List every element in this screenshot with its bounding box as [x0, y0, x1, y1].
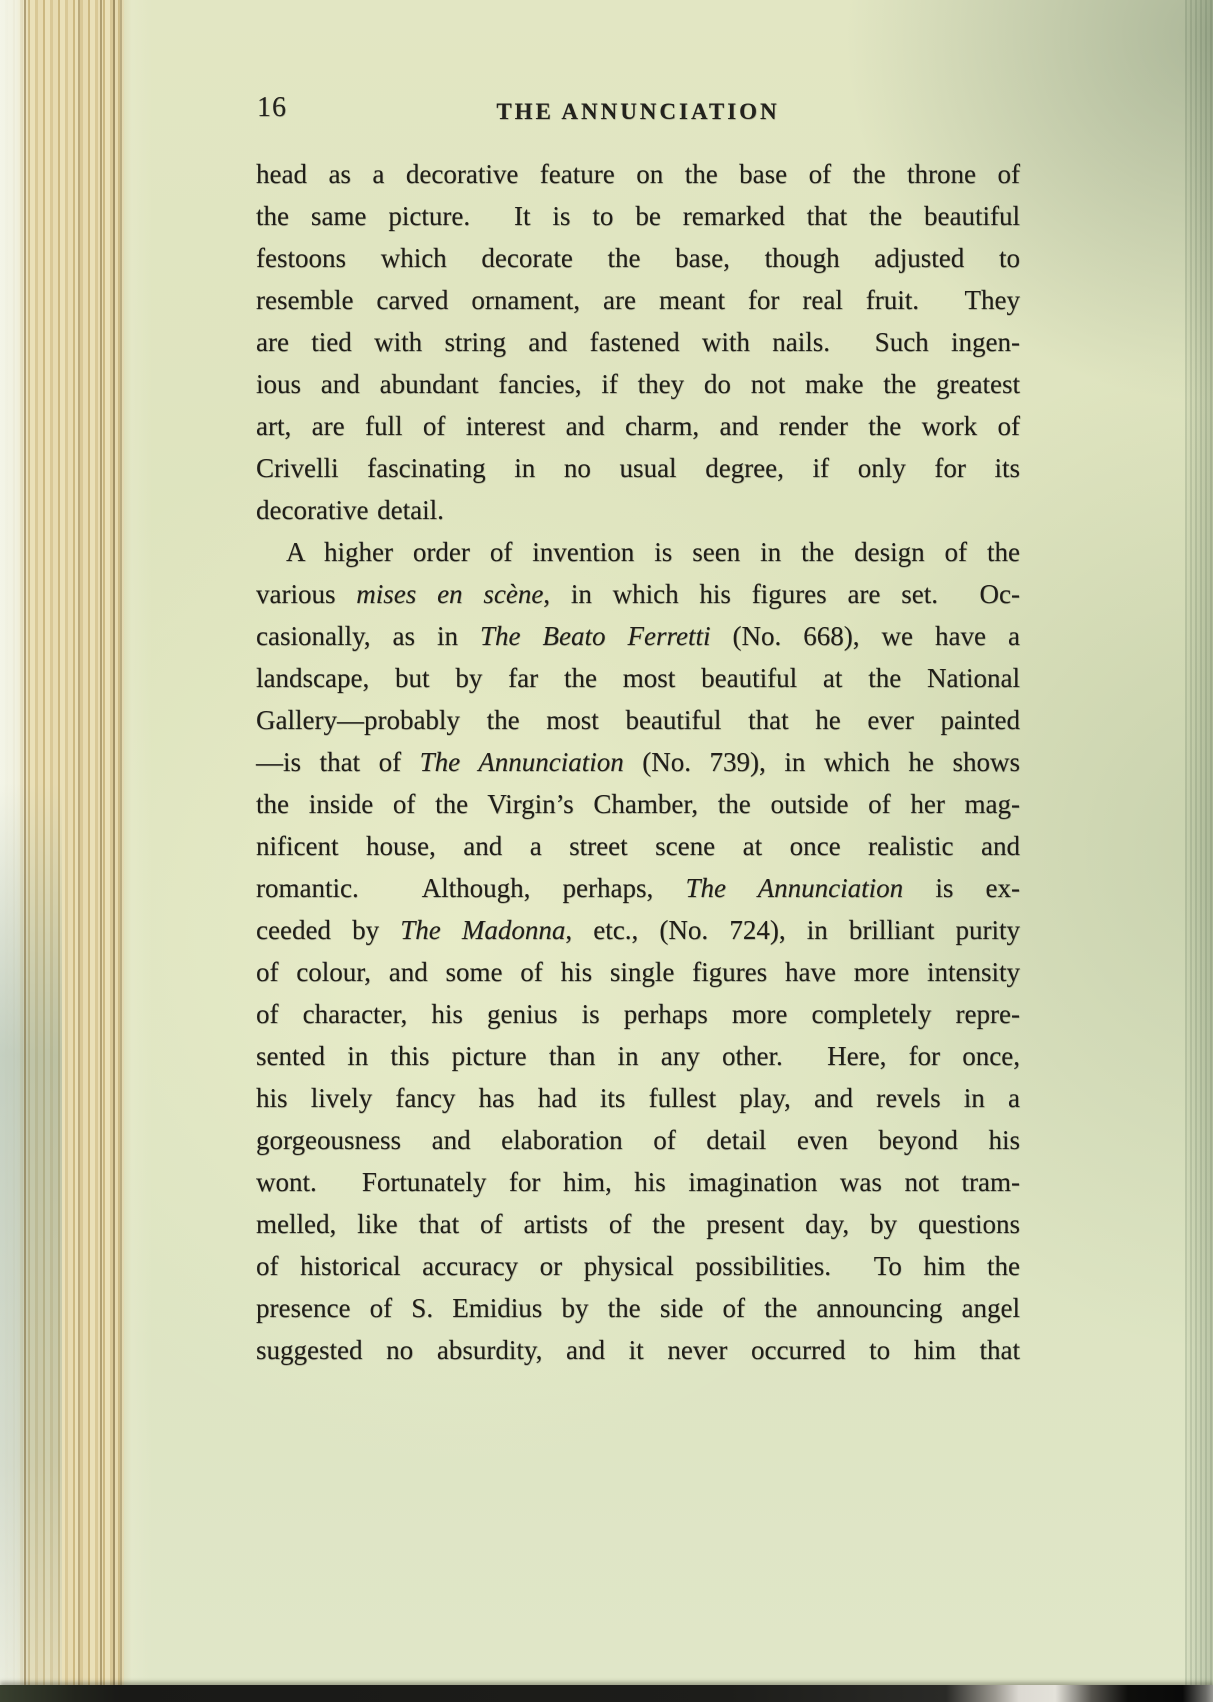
text-line: ceeded by The Madonna, etc., (No. 724), in brilliant purity	[256, 915, 1021, 945]
text-line: resemble carved ornament, are meant for real fruit. They	[256, 285, 1020, 315]
text-line: wont. Fortunately for him, his imagination was not tram-	[256, 1167, 1020, 1197]
text-line: Crivelli fascinating in no usual degree, if only for its	[256, 453, 1020, 483]
text-line: of historical accuracy or physical possibilities. To him the	[256, 1251, 1020, 1281]
text-line: melled, like that of artists of the present day, by questions	[256, 1209, 1020, 1239]
text-line: gorgeousness and elaboration of detail even beyond his	[256, 1125, 1020, 1155]
page-edge-shading	[0, 0, 62, 1702]
text-line: Gallery—probably the most beautiful that he ever painted	[256, 705, 1020, 735]
text-line: art, are full of interest and charm, and render the work of	[256, 411, 1020, 441]
text-line: nificent house, and a street scene at once realistic and	[256, 831, 1020, 861]
text-line: festoons which decorate the base, though adjusted to	[256, 243, 1020, 273]
book-page-edges	[0, 0, 124, 1702]
text-line: head as a decorative feature on the base of the throne of	[256, 159, 1020, 189]
text-line: presence of S. Emidius by the side of the announcing angel	[256, 1293, 1020, 1323]
text-line: the same picture. It is to be remarked that the beautiful	[256, 201, 1020, 231]
text-line: decorative detail.	[256, 495, 444, 525]
page-edge-line	[24, 0, 26, 1702]
text-line: of character, his genius is perhaps more completely repre-	[256, 999, 1020, 1029]
text-line: his lively fancy has had its fullest play, and revels in a	[256, 1083, 1020, 1113]
body-text	[256, 153, 1020, 1371]
text-line: ious and abundant fancies, if they do not make the greatest	[256, 369, 1020, 399]
text-line: A higher order of invention is seen in the design of the	[286, 537, 1020, 567]
scan-bottom-border	[0, 1685, 1213, 1702]
text-line: landscape, but by far the most beautiful at the National	[256, 663, 1020, 693]
page-edge-line	[100, 0, 102, 1702]
text-line: suggested no absurdity, and it never occurred to him that	[256, 1335, 1020, 1365]
page-edge-line	[78, 0, 80, 1702]
text-line: the inside of the Virgin’s Chamber, the outside of her mag-	[256, 789, 1020, 819]
running-header: THE ANNUNCIATION	[496, 99, 780, 124]
text-line: romantic. Although, perhaps, The Annunciation is ex-	[256, 873, 1020, 903]
text-line: casionally, as in The Beato Ferretti (No. 668), we have a	[256, 621, 1020, 651]
page-edge-fade	[118, 0, 152, 1702]
text-line: —is that of The Annunciation (No. 739), in which he shows	[256, 747, 1020, 777]
page-edge-line	[113, 0, 115, 1702]
text-line: are tied with string and fastened with nails. Such ingen-	[256, 327, 1020, 357]
scan-right-edge	[1185, 0, 1213, 1702]
text-line: various mises en scène, in which his figures are set. Oc-	[256, 579, 1020, 609]
page-number: 16	[257, 92, 287, 123]
text-line: of colour, and some of his single figures have more intensity	[256, 957, 1020, 987]
text-line: sented in this picture than in any other. Here, for once,	[256, 1041, 1020, 1071]
